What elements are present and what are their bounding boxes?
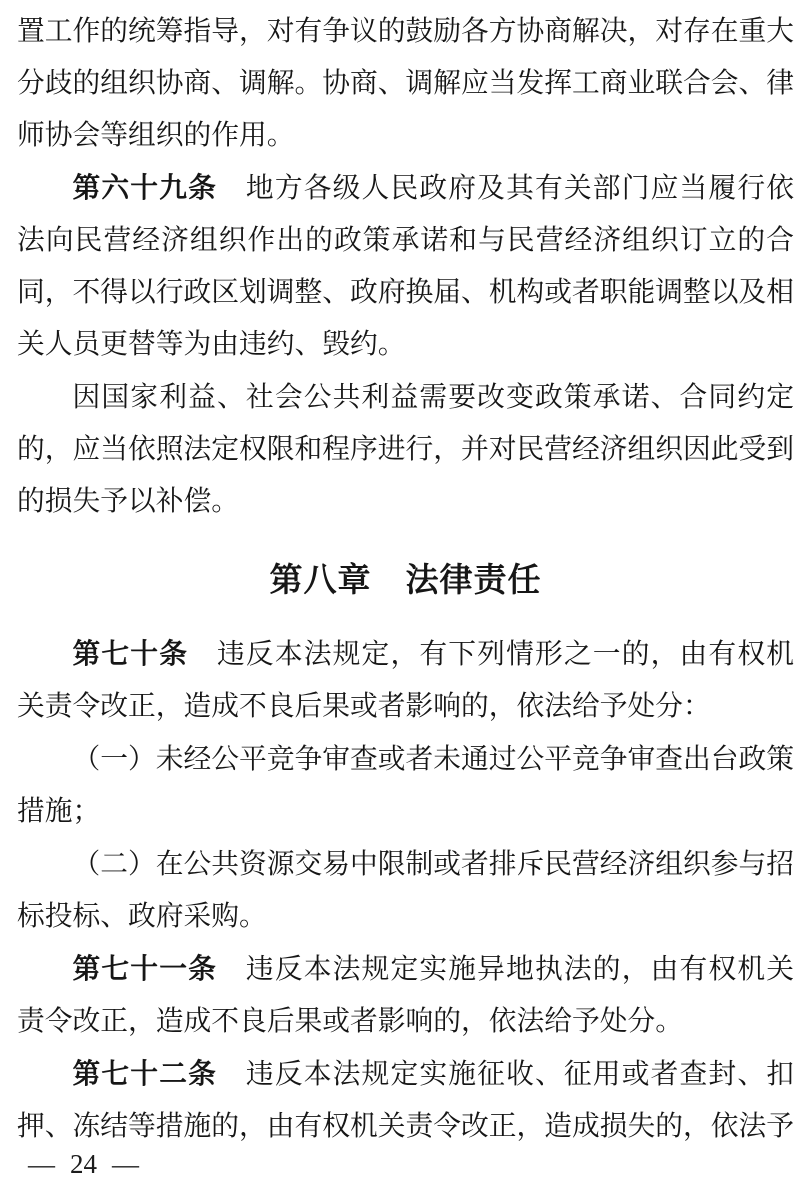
paragraph-text: （二）在公共资源交易中限制或者排斥民营经济组织参与招标投标、政府采购。 bbox=[17, 849, 795, 932]
paragraph-text: 违反本法规定实施异地执法的，由有权机关责令改正，造成不良后果或者影响的，依法给予处分。 bbox=[17, 954, 794, 1037]
paragraph-text: 违反本法规定，有下列情形之一的，由有权机关责令改正，造成不良后果或者影响的，依法给予处分： bbox=[17, 639, 794, 722]
paragraph-continuation bbox=[17, 5, 794, 162]
chapter-8-heading: 第八章 法律责任 bbox=[269, 561, 542, 598]
paragraph-item-1 bbox=[17, 733, 794, 838]
article-number: 第六十九条 bbox=[72, 172, 218, 203]
paragraph-article-71 bbox=[17, 943, 794, 1048]
paragraph-compensation bbox=[17, 371, 794, 528]
paragraph-text: （一）未经公平竞争审查或者未通过公平竞争审查出台政策措施； bbox=[17, 744, 795, 827]
paragraph-item-2 bbox=[17, 838, 794, 943]
article-number: 第七十条 bbox=[72, 638, 189, 669]
article-number: 第七十一条 bbox=[72, 953, 218, 984]
text-column bbox=[17, 5, 794, 1153]
footer-dash-left: — bbox=[28, 1149, 55, 1179]
paragraph-article-70 bbox=[17, 628, 794, 733]
paragraph-article-69 bbox=[17, 162, 794, 371]
page-number: 24 bbox=[70, 1149, 97, 1179]
paragraph-text: 违反本法规定实施征收、征用或者查封、扣押、冻结等措施的，由有权机关责令改正，造成损失的，依法予 bbox=[17, 1059, 795, 1142]
paragraph-text: 置工作的统筹指导，对有争议的鼓励各方协商解决，对存在重大分歧的组织协商、调解。协商、调解应当发挥工商业联合会、律师协会等组织的作用。 bbox=[17, 16, 795, 151]
footer-dash-right: — bbox=[112, 1149, 139, 1179]
page-footer bbox=[28, 1148, 139, 1180]
paragraph-text: 地方各级人民政府及其有关部门应当履行依法向民营经济组织作出的政策承诺和与民营经济组织订立的合同，不得以行政区划调整、政府换届、机构或者职能调整以及相关人员更替等为由违约、毁约。 bbox=[17, 173, 795, 360]
article-number: 第七十二条 bbox=[72, 1058, 218, 1089]
paragraph-article-72 bbox=[17, 1048, 794, 1153]
paragraph-text: 因国家利益、社会公共利益需要改变政策承诺、合同约定的，应当依照法定权限和程序进行，并对民营经济组织因此受到的损失予以补偿。 bbox=[17, 382, 795, 517]
